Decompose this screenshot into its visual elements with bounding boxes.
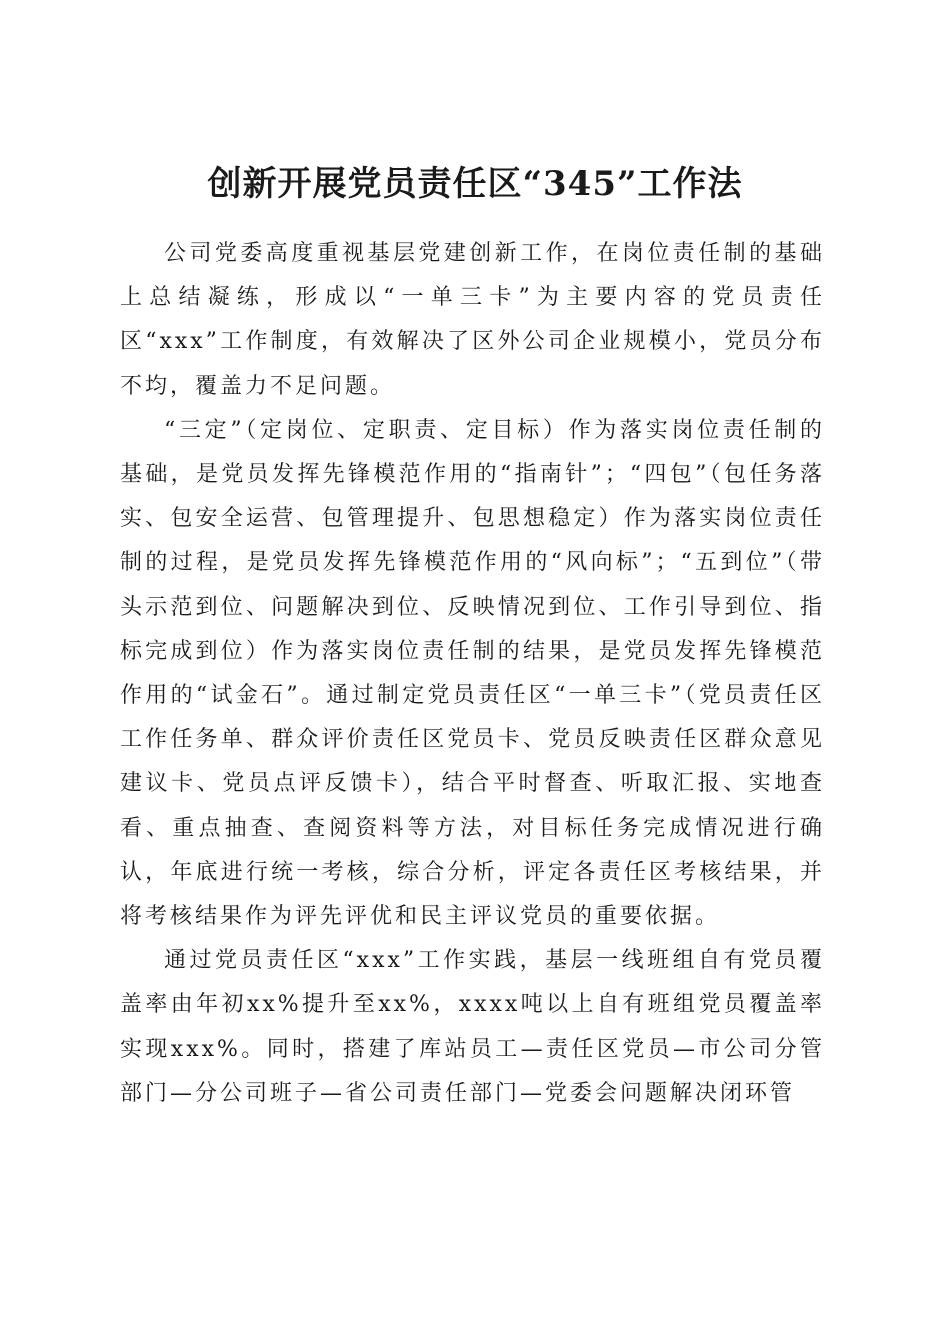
paragraph-intro: 公司党委高度重视基层党建创新工作，在岗位责任制的基础上总结凝练，形成以“一单三卡”为主要内容的党员责任区“xxx”工作制度，有效解决了区外公司企业规模小，党员分布不均，覆盖力不足问题。: [120, 241, 825, 399]
document-title: 创新开展党员责任区“345”工作法: [207, 163, 743, 204]
document-body: [120, 232, 825, 1116]
paragraph-results: 通过党员责任区“xxx”工作实践，基层一线班组自有党员覆盖率由年初xx%提升至xx%，xxxx吨以上自有班组党员覆盖率实现xxx%。同时，搭建了库站员工—责任区党员—市公司分管部门—分公司班子—省公司责任部门—党委会问题解决闭环管: [120, 948, 825, 1106]
paragraph-method: “三定”（定岗位、定职责、定目标）作为落实岗位责任制的基础，是党员发挥先锋模范作用的“指南针”；“四包”（包任务落实、包安全运营、包管理提升、包思想稳定）作为落实岗位责任制的过程，是党员发挥先锋模范作用的“风向标”；“五到位”（带头示范到位、问题解决到位、反映情况到位、工作引导到位、指标完成到位）作为落实岗位责任制的结果，是党员发挥先锋模范作用的“试金石”。通过制定党员责任区“一单三卡”（党员责任区工作任务单、群众评价责任区党员卡、党员反映责任区群众意见建议卡、党员点评反馈卡），结合平时督查、听取汇报、实地查看、重点抽查、查阅资料等方法，对目标任务完成情况进行确认，年底进行统一考核，综合分析，评定各责任区考核结果，并将考核结果作为评先评优和民主评议党员的重要依据。: [120, 417, 825, 930]
